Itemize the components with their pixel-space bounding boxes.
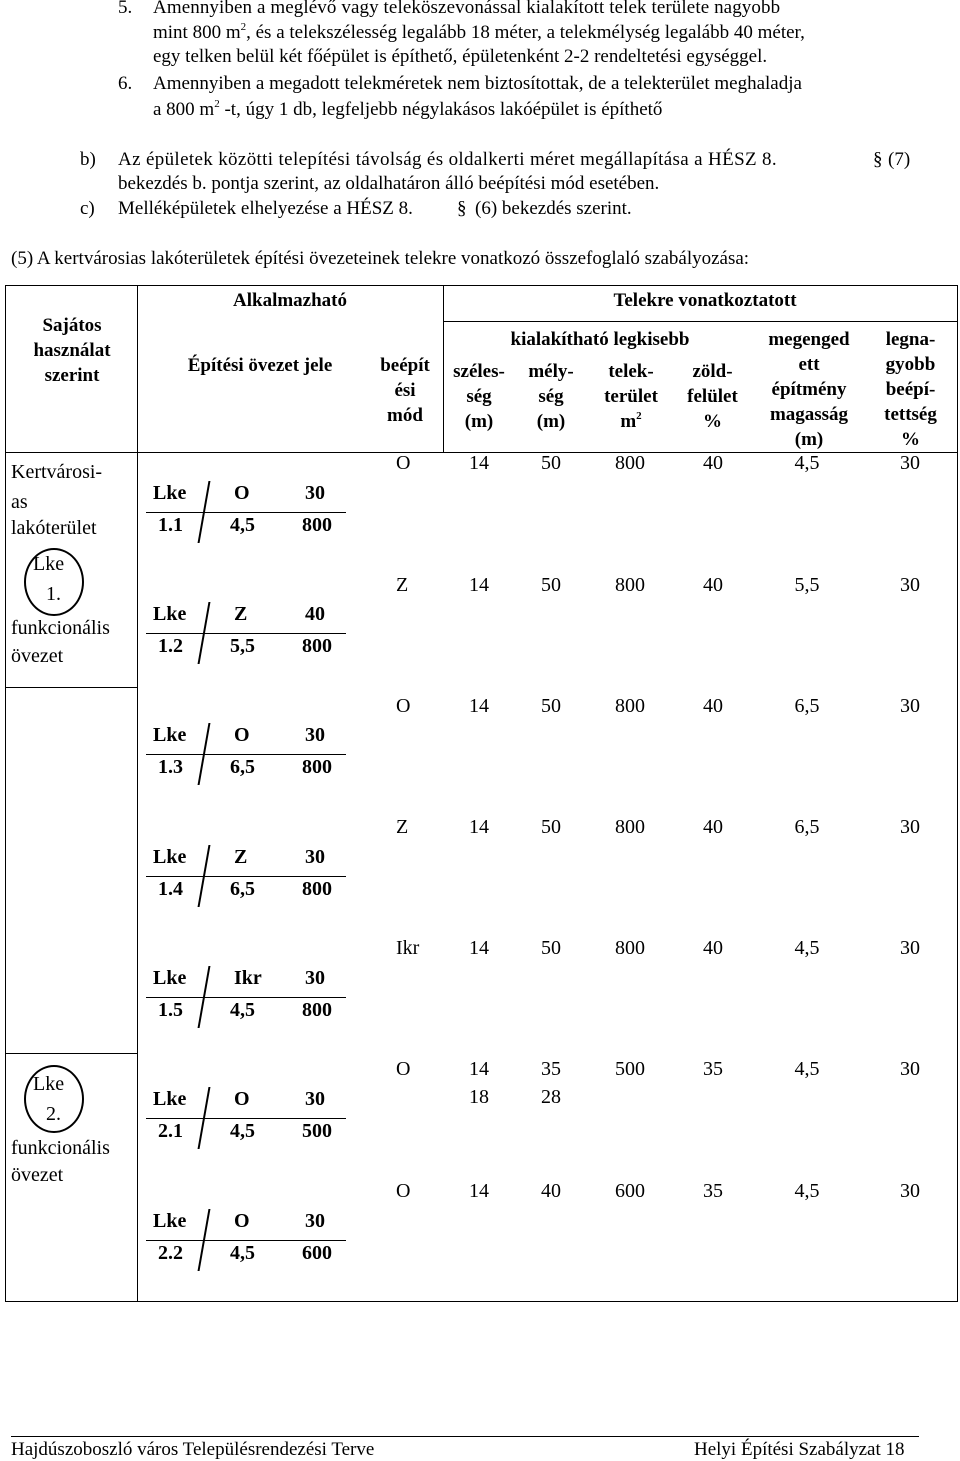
- zone-code-area: 800: [302, 514, 332, 536]
- zone-code-box: [146, 845, 346, 909]
- zone-code-height: 6,5: [230, 878, 255, 900]
- cell-me: 50: [541, 816, 561, 838]
- cell-zo: 40: [703, 816, 723, 838]
- zone-code-mode: Ikr: [234, 967, 262, 989]
- footer-rule: [11, 1436, 919, 1437]
- zone-code-number: 1.2: [158, 635, 183, 657]
- cell-mod: O: [396, 452, 411, 474]
- cell-zo: 40: [703, 452, 723, 474]
- section-sign-icon: §: [873, 149, 883, 170]
- header-epitesi-ovezet-jele: Építési övezet jele: [187, 355, 333, 376]
- zone-code-box: [146, 481, 346, 545]
- zone-code-mode: Z: [234, 603, 248, 625]
- zone-code-divider: [146, 997, 346, 998]
- header-alkalmazhato: Alkalmazható: [233, 290, 347, 311]
- cell-ma: 4,5: [794, 937, 820, 959]
- zone-code-divider: [146, 633, 346, 634]
- cell-be: 30: [900, 695, 920, 717]
- zone-code-box: [146, 602, 346, 666]
- zone-code-mode: Z: [234, 846, 248, 868]
- cell-sz: 14: [469, 1180, 489, 1202]
- cell-mod: O: [396, 1180, 411, 1202]
- zone-code-height: 5,5: [230, 635, 255, 657]
- zone-code-height: 4,5: [230, 1120, 255, 1142]
- cell-sz-second: 18: [469, 1086, 489, 1108]
- zone-code-area: 500: [302, 1120, 332, 1142]
- header-zoldfelulet: zöld- felület %: [687, 361, 738, 432]
- zone-code-prefix: Lke: [153, 1210, 187, 1232]
- cell-zo: 35: [703, 1058, 723, 1080]
- zone-code-divider: [146, 512, 346, 513]
- zone-code-box: [146, 966, 346, 1030]
- cell-te: 800: [615, 452, 645, 474]
- cell-mod: O: [396, 1058, 411, 1080]
- zone-code-number: 1.5: [158, 999, 183, 1021]
- header-telekre-vonatkoztatott: Telekre vonatkoztatott: [613, 290, 797, 311]
- footer-right: Helyi Építési Szabályzat 18: [694, 1439, 905, 1460]
- cell-be: 30: [900, 452, 920, 474]
- cell-be: 30: [900, 574, 920, 596]
- cell-te: 800: [615, 695, 645, 717]
- zone-code-coverage: 30: [305, 482, 325, 504]
- cell-te: 800: [615, 574, 645, 596]
- cell-sz: 14: [469, 452, 489, 474]
- cell-zo: 35: [703, 1180, 723, 1202]
- cell-me: 50: [541, 937, 561, 959]
- zone-code-number: 1.3: [158, 756, 183, 778]
- item-5-number: 5.: [118, 0, 133, 18]
- cell-sz: 14: [469, 937, 489, 959]
- zone-code-divider: [146, 754, 346, 755]
- cell-ma: 4,5: [794, 452, 820, 474]
- cell-me-second: 28: [541, 1086, 561, 1108]
- zone-code-box: [146, 723, 346, 787]
- item-6-line-2: a 800 $m^2$ -t, úgy 1 db, legfeljebb négylakásos lakóépület is építhető: [153, 98, 663, 120]
- cell-mod: O: [396, 695, 411, 717]
- cell-sz: 14: [469, 1058, 489, 1080]
- zone-code-box: [146, 1209, 346, 1273]
- cell-me: 40: [541, 1180, 561, 1202]
- zone-code-number: 2.1: [158, 1120, 183, 1142]
- item-5-line-3: egy telken belül két főépület is építhető, épületenként 2-2 rendeltetési egységgel.: [153, 46, 768, 67]
- zone-code-area: 800: [302, 878, 332, 900]
- zone-code-height: 4,5: [230, 1242, 255, 1264]
- zone-code-coverage: 30: [305, 1210, 325, 1232]
- zone-code-coverage: 30: [305, 967, 325, 989]
- cell-ma: 6,5: [794, 816, 820, 838]
- zone-code-number: 1.1: [158, 514, 183, 536]
- zone-code-coverage: 30: [305, 1088, 325, 1110]
- header-kialakithato-legkisebb: kialakítható legkisebb: [510, 329, 690, 350]
- zone-code-coverage: 30: [305, 846, 325, 868]
- cell-be: 30: [900, 816, 920, 838]
- zone-code-mode: O: [234, 1088, 250, 1110]
- zone-code-coverage: 30: [305, 724, 325, 746]
- item-6-line-1: Amennyiben a megadott telekméretek nem biztosítottak, de a telekterület meghaladja: [153, 73, 802, 94]
- cell-zo: 40: [703, 695, 723, 717]
- cell-be: 30: [900, 937, 920, 959]
- cell-te: 500: [615, 1058, 645, 1080]
- zone-code-area: 800: [302, 756, 332, 778]
- zone-code-number: 2.2: [158, 1242, 183, 1264]
- cell-me: 35: [541, 1058, 561, 1080]
- zone-code-mode: O: [234, 724, 250, 746]
- section-intro: (5) A kertvárosias lakóterületek építési övezeteinek telekre vonatkozó összefoglaló szabályozása:: [11, 248, 750, 269]
- cell-te: 600: [615, 1180, 645, 1202]
- zone-code-height: 4,5: [230, 999, 255, 1021]
- cell-me: 50: [541, 695, 561, 717]
- item-5-line-1: Amennyiben a meglévő vagy teleköszevonással kialakított telek területe nagyobb: [153, 0, 781, 18]
- footer-left: Hajdúszoboszló város Településrendezési Terve: [11, 1439, 375, 1460]
- sub-item-c-line: Melléképületek elhelyezése a HÉSZ 8.: [118, 198, 413, 219]
- section-sign-icon: §: [457, 198, 467, 219]
- header-magassag: megenged ett építmény magasság (m): [768, 329, 850, 450]
- zone-code-height: 6,5: [230, 756, 255, 778]
- cell-zo: 40: [703, 937, 723, 959]
- cell-me: 50: [541, 452, 561, 474]
- zone-code-area: 600: [302, 1242, 332, 1264]
- cell-ma: 5,5: [794, 574, 820, 596]
- cell-ma: 4,5: [794, 1180, 820, 1202]
- cell-te: 800: [615, 816, 645, 838]
- zone-code-height: 4,5: [230, 514, 255, 536]
- header-melyseg: mély- ség (m): [528, 361, 574, 432]
- cell-sz: 14: [469, 574, 489, 596]
- zone-code-prefix: Lke: [153, 724, 187, 746]
- cell-sz: 14: [469, 816, 489, 838]
- zone-code-area: 800: [302, 999, 332, 1021]
- zone-code-prefix: Lke: [153, 482, 187, 504]
- cell-me: 50: [541, 574, 561, 596]
- zone-code-coverage: 40: [305, 603, 325, 625]
- cell-be: 30: [900, 1058, 920, 1080]
- item-6-number: 6.: [118, 73, 133, 94]
- zone-code-mode: O: [234, 482, 250, 504]
- cell-be: 30: [900, 1180, 920, 1202]
- sub-item-b-line-1-end: (7): [888, 149, 911, 170]
- header-beepitesi-mod: beépít ési mód: [380, 355, 430, 426]
- zone-code-prefix: Lke: [153, 846, 187, 868]
- zone-code-mode: O: [234, 1210, 250, 1232]
- sub-item-c-line-end: (6) bekezdés szerint.: [475, 198, 632, 219]
- cell-mod: Z: [396, 816, 409, 838]
- zone-code-prefix: Lke: [153, 967, 187, 989]
- item-5-line-2: mint 800 $m^2$, és a telekszélesség legalább 18 méter, a telekmélység legalább 40 méter,: [153, 21, 805, 43]
- header-szelesseg: széles- ség (m): [453, 361, 505, 432]
- sub-item-b-line-1: Az épületek közötti telepítési távolság és oldalkerti méret megállapítása a HÉSZ 8.: [118, 149, 778, 170]
- sub-item-b-label: b): [80, 149, 96, 170]
- zone-code-divider: [146, 1240, 346, 1241]
- zone-code-divider: [146, 876, 346, 877]
- cell-zo: 40: [703, 574, 723, 596]
- cell-ma: 6,5: [794, 695, 820, 717]
- zone-code-prefix: Lke: [153, 1088, 187, 1110]
- header-telekterulet: telek- terület $m^2$: [604, 361, 658, 432]
- sub-item-c-label: c): [80, 198, 95, 219]
- header-beepitettseg: legna- gyobb beépí- tettség %: [884, 329, 937, 450]
- cell-sz: 14: [469, 695, 489, 717]
- cell-mod: Z: [396, 574, 409, 596]
- zone-code-divider: [146, 1118, 346, 1119]
- cell-mod: Ikr: [396, 937, 420, 959]
- zone-code-area: 800: [302, 635, 332, 657]
- zone-code-box: [146, 1087, 346, 1151]
- zone-code-number: 1.4: [158, 878, 183, 900]
- cell-ma: 4,5: [794, 1058, 820, 1080]
- zone-code-prefix: Lke: [153, 603, 187, 625]
- sub-item-b-line-2: bekezdés b. pontja szerint, az oldalhatáron álló beépítési mód esetében.: [118, 173, 660, 194]
- cell-te: 800: [615, 937, 645, 959]
- header-sajatos-hasznalat: Sajátos használat szerint: [33, 315, 111, 386]
